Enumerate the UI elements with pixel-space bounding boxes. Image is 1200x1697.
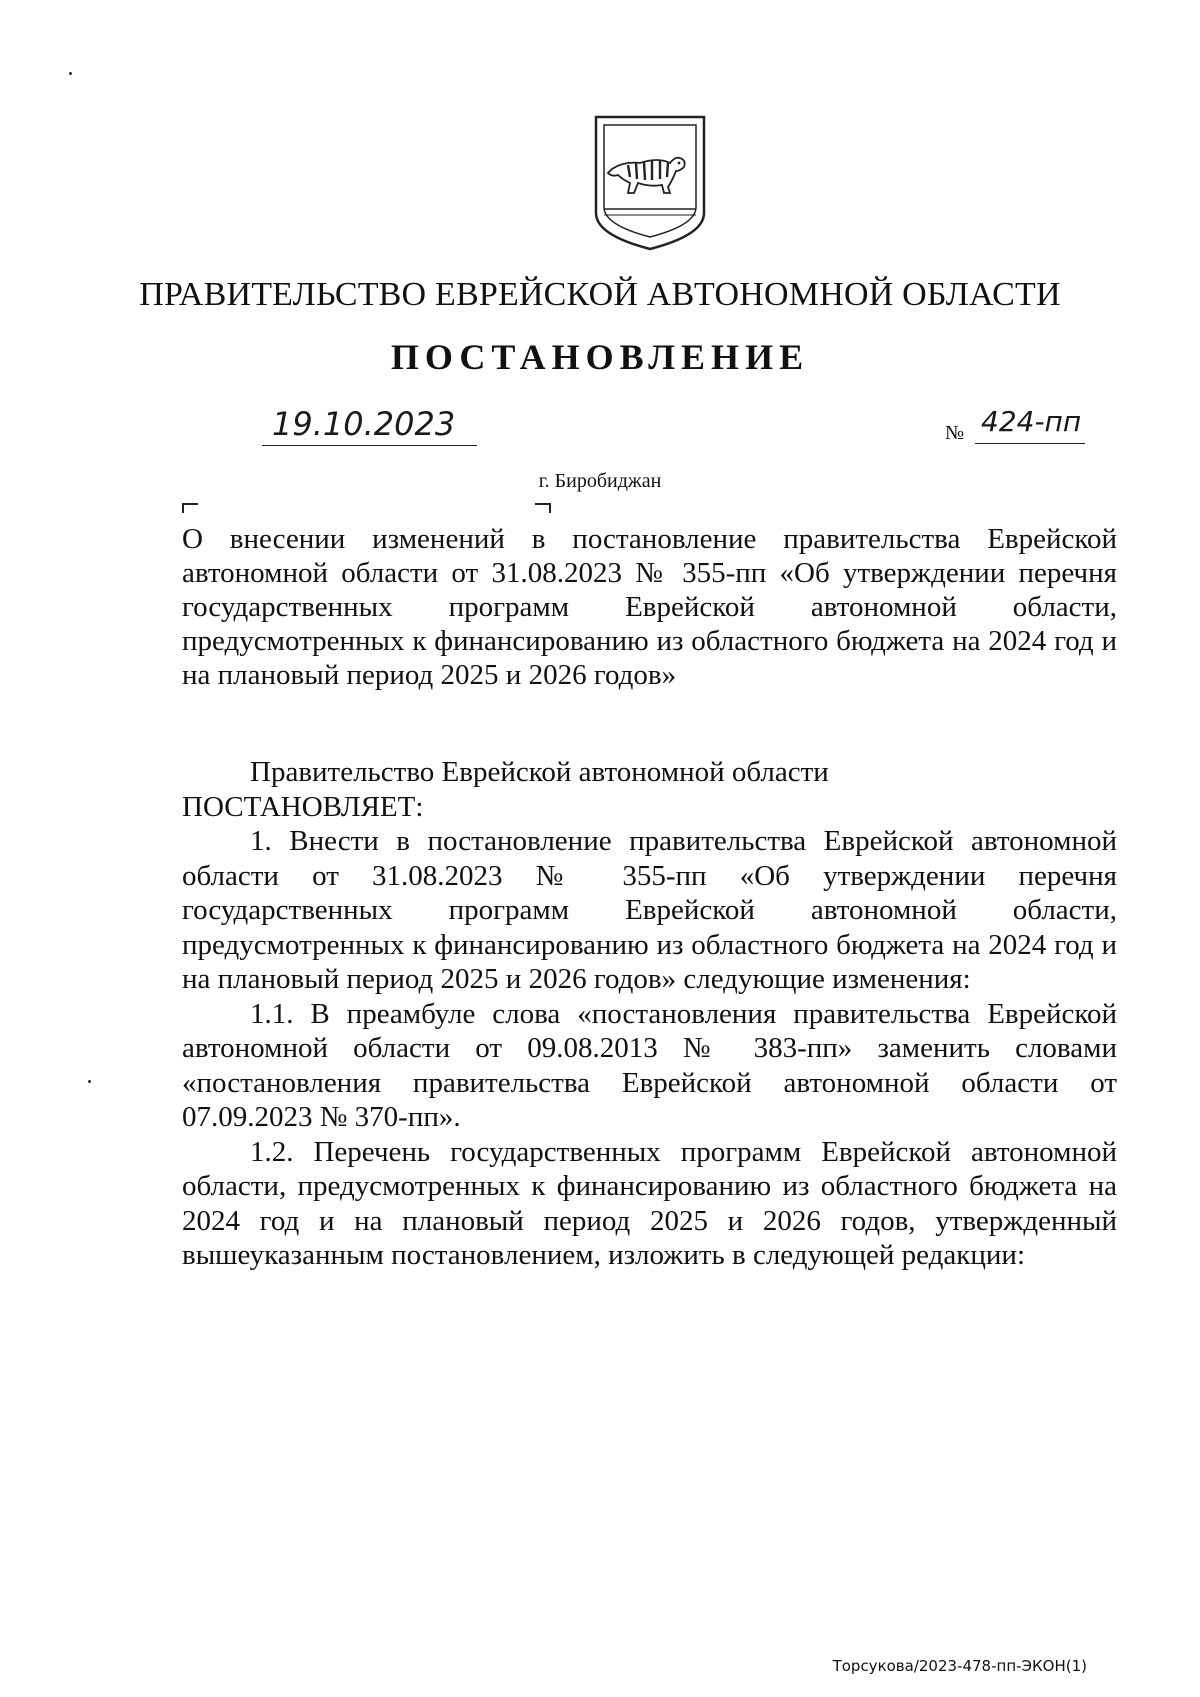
handwritten-date: 19.10.2023: [272, 405, 456, 443]
resolves-line: ПОСТАНОВЛЯЕТ:: [182, 790, 424, 823]
document-body: [182, 755, 1117, 1273]
scan-speck: [69, 72, 72, 75]
handwritten-number: 424-пп: [981, 405, 1082, 438]
number-field: [975, 405, 1085, 444]
preamble-line: Правительство Еврейской автономной области: [250, 756, 829, 788]
city-line: г. Биробиджан: [538, 470, 662, 492]
footer-code: Торсукова/2023-478-пп-ЭКОН(1): [832, 1657, 1087, 1675]
subject-bracket-right: [535, 503, 551, 513]
document-subject: О внесении изменений в постановление правительства Еврейской автономной области от 31.08.2023 № 355-пп «Об утверждении перечня государственных программ Еврейской автономной области, предусмотренных к финансированию из областного бюджета на 2024 год и на плановый период 2025 и 2026 годов»: [182, 523, 1117, 691]
number-label: №: [945, 422, 965, 444]
paragraph-1-1: 1.1. В преамбуле слова «постановления правительства Еврейской автономной области от 09.08.2013 № 383-пп» заменить словами «постановления правительства Еврейской автономной области от 07.09.2023 № 370-пп».: [182, 997, 1117, 1133]
paragraph-1-2: 1.2. Перечень государственных программ Еврейской автономной области, предусмотренных к финансированию из областного бюджета на 2024 год и на плановый период 2025 и 2026 годов, утвержденный вышеуказанным постановлением, изложить в следующей редакции:: [182, 1135, 1117, 1271]
date-field: [262, 405, 477, 446]
coat-of-arms-tiger-icon: [592, 113, 708, 253]
subject-bracket-left: [182, 503, 198, 513]
document-type-heading: ПОСТАНОВЛЕНИЕ: [390, 337, 810, 377]
government-title: ПРАВИТЕЛЬСТВО ЕВРЕЙСКОЙ АВТОНОМНОЙ ОБЛАСТИ: [139, 276, 1061, 313]
scan-speck: [88, 1080, 91, 1083]
paragraph-1: 1. Внести в постановление правительства Еврейской автономной области от 31.08.2023 № 355-пп «Об утверждении перечня государственных программ Еврейской автономной области, предусмотренных к финансированию из областного бюджета на 2024 год и на плановый период 2025 и 2026 годов» следующие изменения:: [182, 825, 1117, 995]
